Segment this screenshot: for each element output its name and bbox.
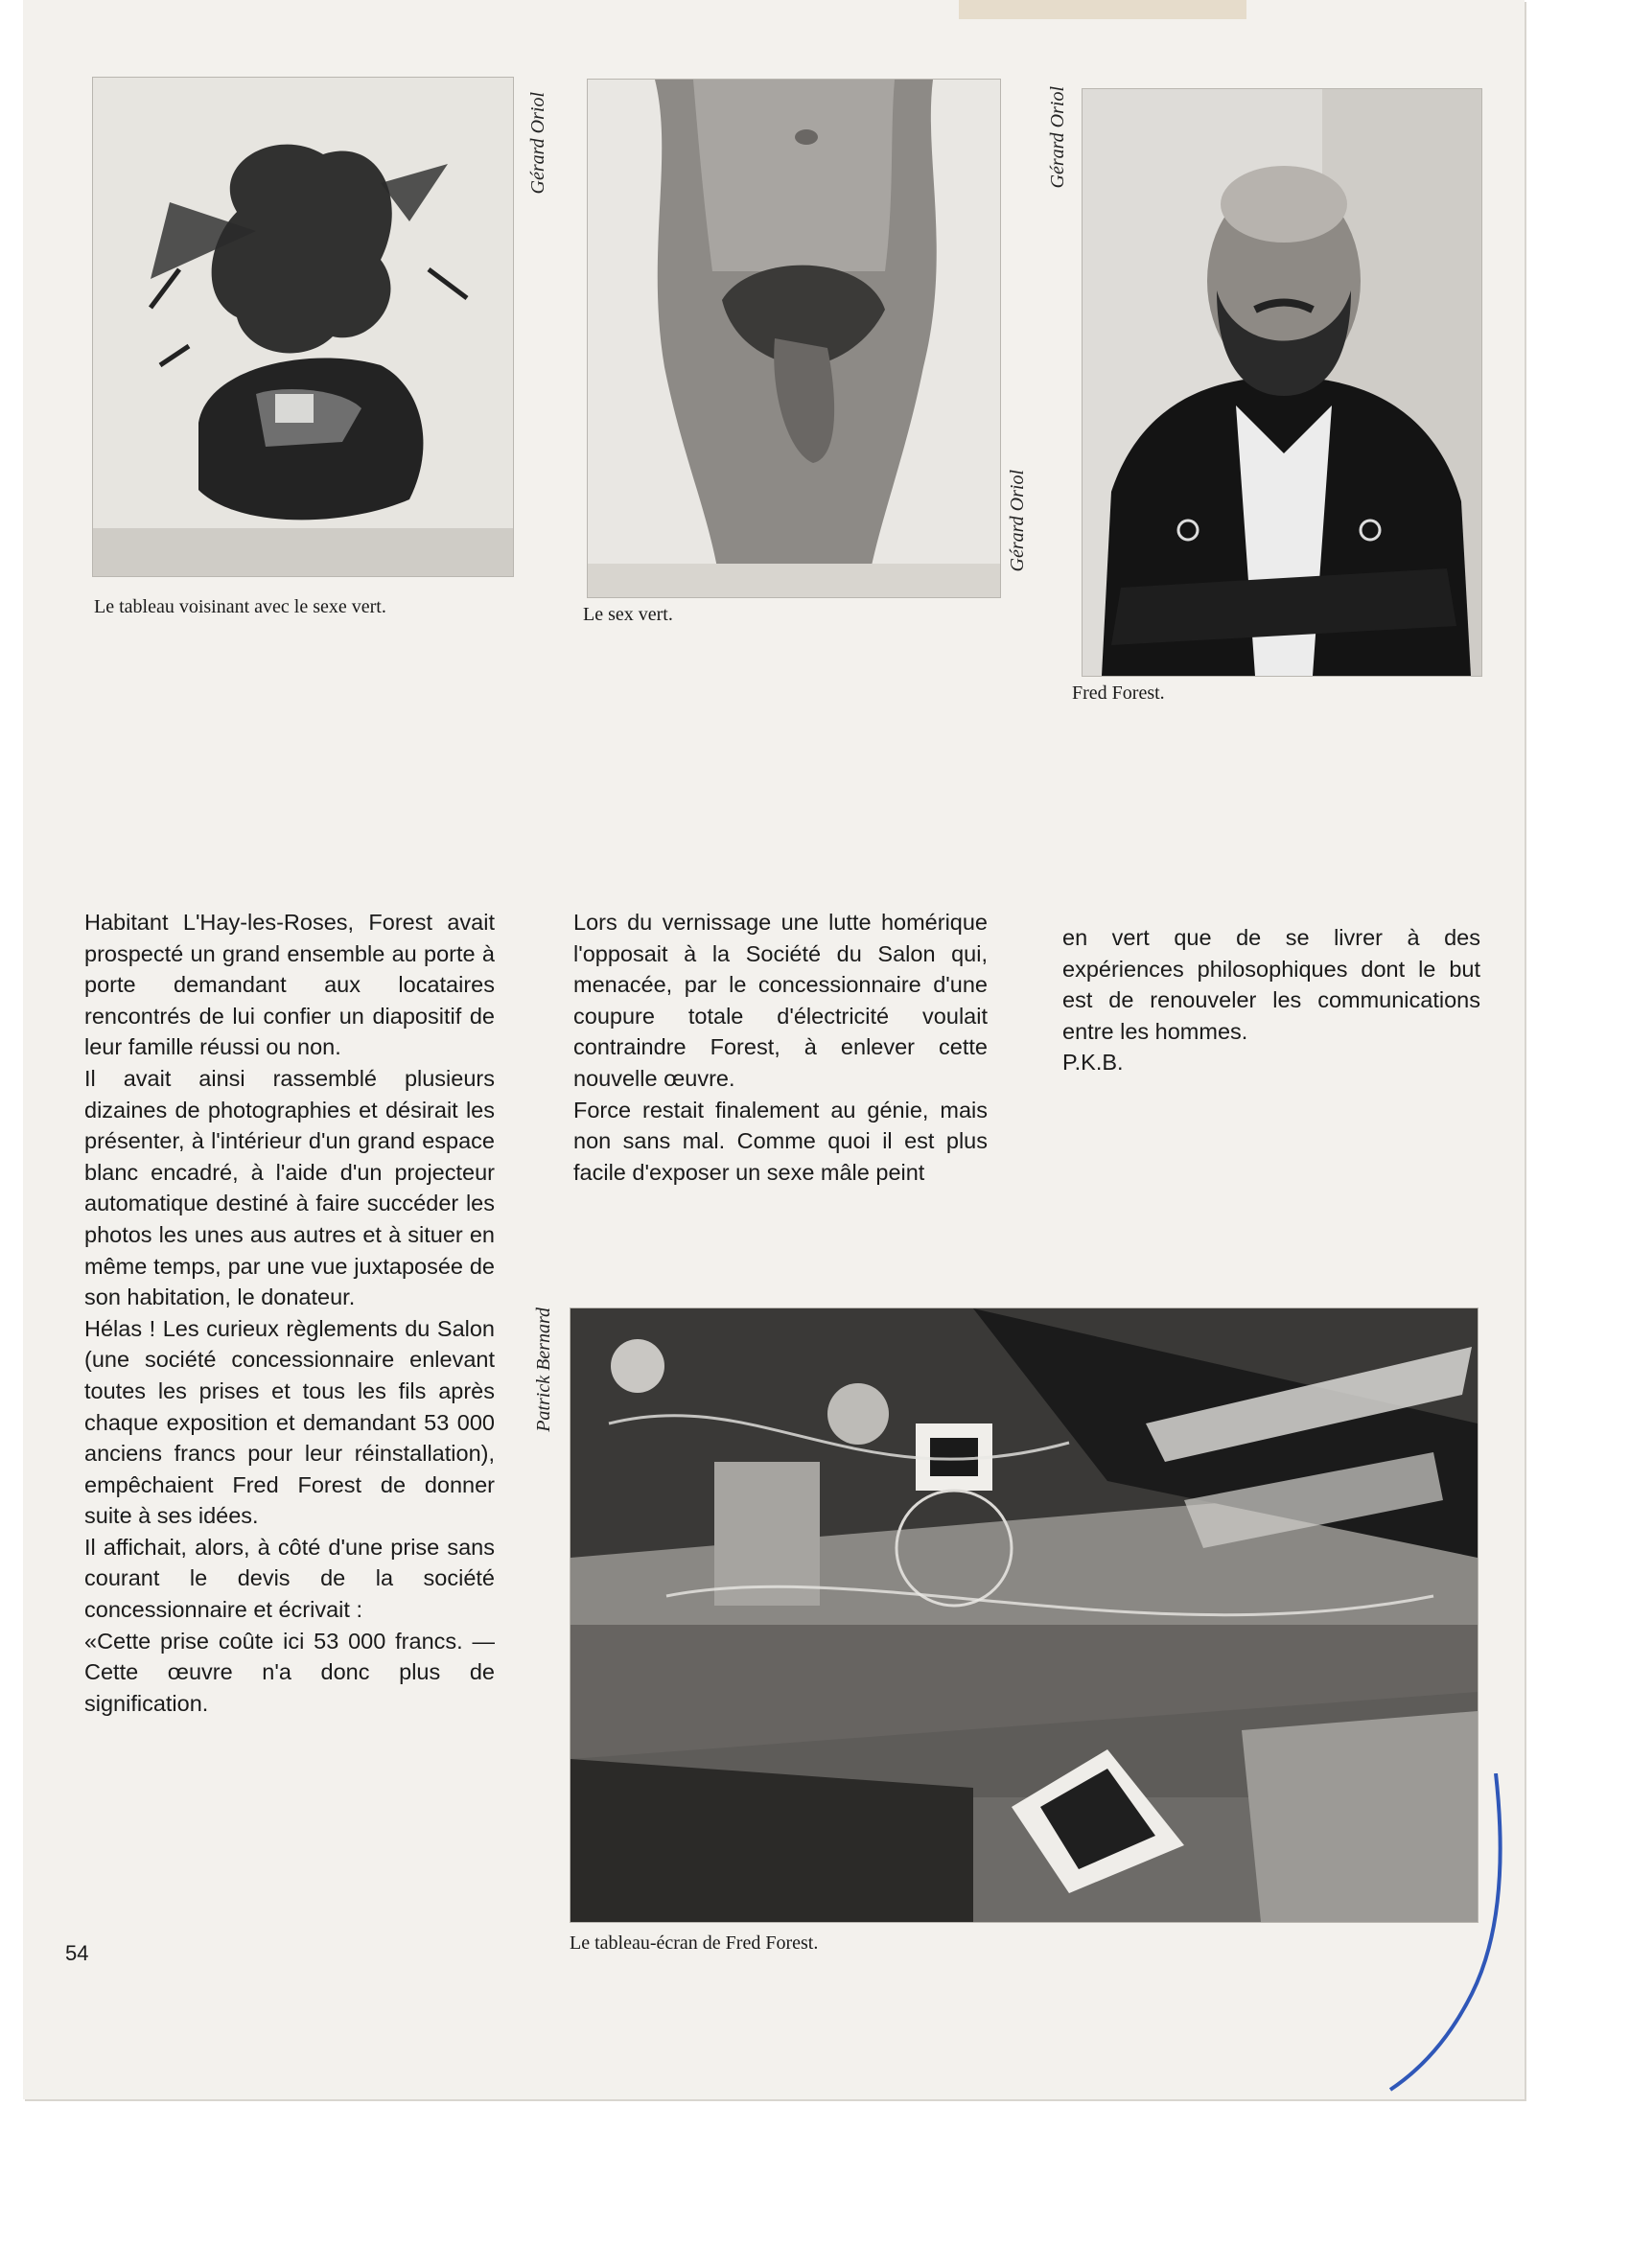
painting-caption: Le tableau voisinant avec le sexe vert. (94, 596, 386, 617)
portrait-credit-side: Gérard Oriol (1007, 470, 1028, 572)
torn-edge (959, 0, 1246, 19)
portrait-caption: Fred Forest. (1072, 683, 1165, 704)
author-signature: P.K.B. (1062, 1050, 1124, 1076)
screen-painting-photo (570, 1308, 1479, 1923)
sex-vert-photo (587, 79, 1001, 598)
portrait-credit-top: Gérard Oriol (1047, 86, 1068, 189)
article-column-3 (1062, 922, 1480, 1078)
col1-paragraph: Il avait ainsi rassemblé plusieurs dizaines de photographies et désirait les présenter, à l'intérieur d'un grand espace blanc encadré, à l'aide d'un projecteur automatique destiné à faire succéder les photos les unes aus autres et à situer en même temps, par une vue juxtaposée de son habitation, le donateur. (84, 1065, 495, 1310)
article-column-1 (84, 907, 495, 1719)
screen-painting-caption: Le tableau-écran de Fred Forest. (570, 1932, 819, 1954)
col1-paragraph: Habitant L'Hay-les-Roses, Forest avait prospecté un grand ensemble au porte à porte demandant aux locataires rencontrés de lui confier un diapositif de leur famille réussi ou non. (84, 910, 495, 1060)
painting-photo (92, 77, 514, 577)
screen-painting-credit: Patrick Bernard (533, 1308, 554, 1432)
col1-paragraph: Hélas ! Les curieux règlements du Salon (une société concessionnaire enlevant toutes les prises et tous les fils après chaque exposition et demandant 53 000 anciens francs pour leur réinstallation), empêchaient Fred Forest de donner suite à ses idées. (84, 1315, 495, 1529)
col2-paragraph: Force restait finalement au génie, mais non sans mal. Comme quoi il est plus facile d'exposer un sexe mâle peint (573, 1097, 988, 1185)
col3-paragraph: en vert que de se livrer à des expériences philosophiques dont le but est de renouveler les communications entre les hommes. (1062, 925, 1480, 1044)
sex-vert-caption: Le sex vert. (583, 604, 673, 625)
col2-paragraph: Lors du vernissage une lutte homérique l'opposait à la Société du Salon qui, menacée, par le concessionnaire d'une coupure totale d'électricité voulait contraindre Forest, à enlever cette nouvelle œuvre. (573, 910, 988, 1091)
portrait-photo (1082, 88, 1482, 677)
page-number: 54 (65, 1941, 89, 1965)
col1-paragraph: «Cette prise coûte ici 53 000 francs. — Cette œuvre n'a donc plus de signification. (84, 1628, 495, 1716)
col1-paragraph: Il affichait, alors, à côté d'une prise sans courant le devis de la société concessionnaire et écrivait : (84, 1534, 495, 1623)
painting-photo-credit: Gérard Oriol (527, 92, 548, 195)
article-column-2 (573, 907, 988, 1188)
pen-mark (1381, 1773, 1515, 2099)
